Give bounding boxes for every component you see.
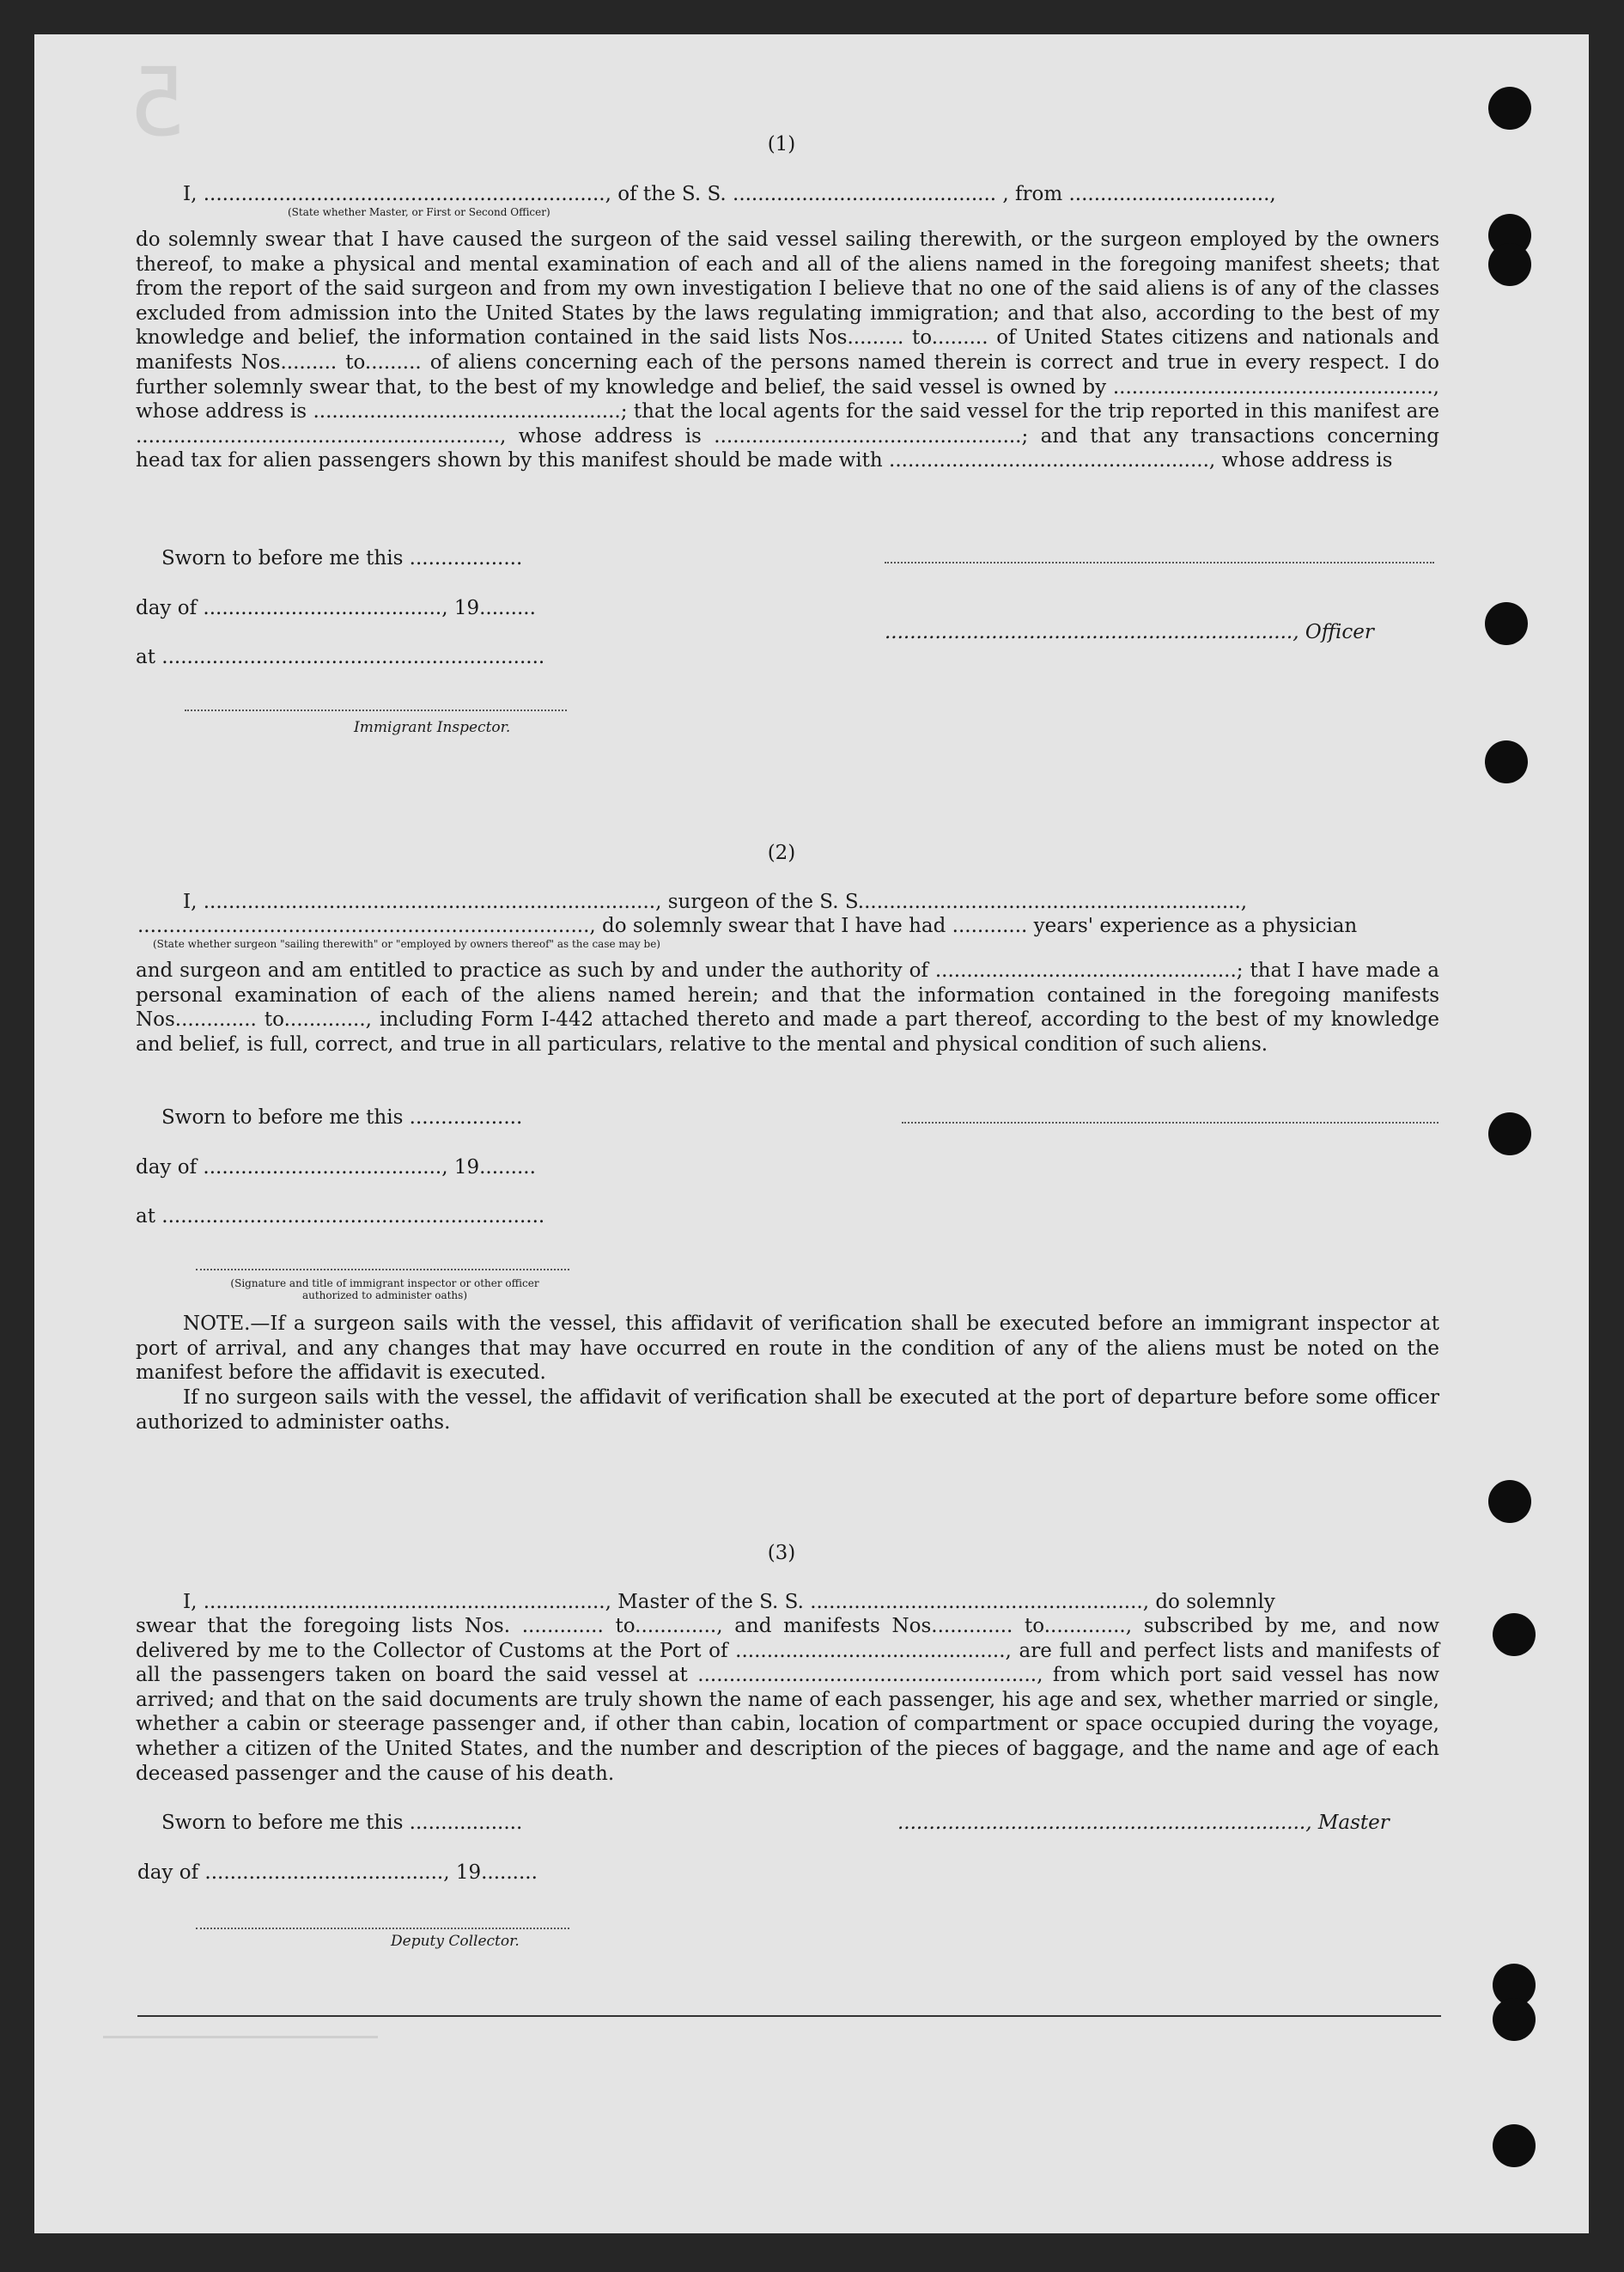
- punch-hole: [1493, 2124, 1536, 2167]
- section-2-signature-line: [902, 1122, 1438, 1124]
- section-1-signature-line: [885, 562, 1434, 563]
- section-1-rank-note: (State whether Master, or First or Second Officer): [288, 206, 550, 218]
- punch-hole: [1488, 1112, 1531, 1155]
- section-3-opening-line: I, ................................................................, Master of the S. S. ....................................................., do solemnly: [183, 1591, 1275, 1613]
- punch-hole: [1485, 740, 1528, 783]
- section-2-opening-line: I, ........................................................................, surgeon of the S. S.............................................................,: [183, 891, 1248, 913]
- punch-hole: [1488, 1480, 1531, 1523]
- section-2-officer-signature-line: [196, 1269, 569, 1270]
- section-1-officer-line: ................................................................., Officer: [885, 621, 1374, 643]
- section-2-number: (2): [767, 842, 796, 864]
- bleed-through-marks: 5: [129, 47, 186, 157]
- bottom-rule: [137, 2015, 1441, 2017]
- punch-hole: [1488, 87, 1531, 130]
- punch-hole: [1485, 602, 1528, 645]
- section-2-oath-text: and surgeon and am entitled to practice as such by and under the authority of ................................................; that I have made a personal examination of each of the aliens named herein; and that the information contained in the foregoing manifests Nos............. to............., including Form I-442 attached thereto and made a part thereof, according to the best of my knowledge and belief, is full, correct, and true in all particulars, relative to the mental and physical condition of such aliens.: [136, 959, 1439, 1056]
- section-1-inspector-signature-line: [185, 710, 567, 711]
- section-2-surgeon-note: (State whether surgeon "sailing therewith" or "employed by owners thereof" as the case may be): [153, 938, 660, 950]
- section-3-collector-label: Deputy Collector.: [391, 1933, 520, 1950]
- section-3-oath-text: swear that the foregoing lists Nos. ............. to............., and manifests Nos............. to............., subscribed by me, and now delivered by me to the Collector of Customs at the Port of ..........................................., are full and perfect lists and manifests of all the passengers taken on board the said vessel at ......................................................, from which port said vessel has now arrived; and that on the said documents are truly shown the name of each passenger, his age and sex, whether married or single, whether a cabin or steerage passenger and, if other than cabin, location of compartment or space occupied during the voyage, whether a citizen of the United States, and the number and description of the pieces of baggage, and the name and age of each deceased passenger and the cause of his death.: [136, 1615, 1439, 1785]
- punch-hole: [1493, 1998, 1536, 2041]
- bleed-through-marks: [103, 2036, 378, 2098]
- section-2-day-line: day of ......................................, 19.........: [136, 1156, 536, 1179]
- section-3-sworn-line: Sworn to before me this ..................: [161, 1812, 523, 1834]
- section-3-number: (3): [767, 1542, 796, 1564]
- punch-hole: [1488, 243, 1531, 286]
- section-2-signature-note: (Signature and title of immigrant inspector or other officer authorized to administer oaths): [230, 1277, 539, 1301]
- section-1-opening-line: I, ................................................................, of the S. S. .......................................... , from ................................,: [183, 183, 1276, 205]
- section-1-sworn-line: Sworn to before me this ..................: [161, 547, 523, 570]
- section-2-sworn-line: Sworn to before me this ..................: [161, 1106, 523, 1129]
- punch-hole: [1493, 1613, 1536, 1656]
- section-1-inspector-label: Immigrant Inspector.: [354, 719, 511, 736]
- section-1-day-line: day of ......................................, 19.........: [136, 597, 536, 619]
- section-3-master-line: ................................................................., Master: [897, 1812, 1390, 1834]
- section-2-at-line: at .............................................................: [136, 1205, 545, 1227]
- section-1-oath-text: do solemnly swear that I have caused the surgeon of the said vessel sailing therewith, or the surgeon employed by the owners thereof, to make a physical and mental examination of each and all of the aliens named in the foregoing manifest sheets; that from the report of the said surgeon and from my own investigation I believe that no one of the said aliens is of any of the classes excluded from admission into the United States by the laws regulating immigration; and that also, according to the best of my knowledge and belief, the information contained in the said lists Nos......... to......... of United States citizens and nationals and manifests Nos......... to......... of aliens concerning each of the persons named therein is correct and true in every respect. I do further solemnly swear that, to the best of my knowledge and belief, the said vessel is owned by ..................................................., whose address is .................................................; that the local agents for the said vessel for the trip reported in this manifest are .........................................................., whose address is .................................................; and that any transactions concerning head tax for alien passengers shown by this manifest should be made with ..................................................., whose address is: [136, 228, 1439, 472]
- section-2-note: NOTE.—If a surgeon sails with the vessel, this affidavit of verification shall be executed before an immigrant inspector at port of arrival, and any changes that may have occurred en route in the condition of any of the aliens must be noted on the manifest before the affidavit is executed.: [136, 1313, 1439, 1385]
- section-3-day-line: day of ......................................, 19.........: [137, 1861, 538, 1884]
- section-1-at-line: at .............................................................: [136, 646, 545, 668]
- section-1-number: (1): [767, 133, 796, 155]
- section-2-note-continued: If no surgeon sails with the vessel, the affidavit of verification shall be executed at the port of departure before some officer authorized to administer oaths.: [136, 1386, 1439, 1434]
- section-2-experience-line: ........................................................................, do solemnly swear that I have had ............ years' experience as a physician: [137, 915, 1358, 937]
